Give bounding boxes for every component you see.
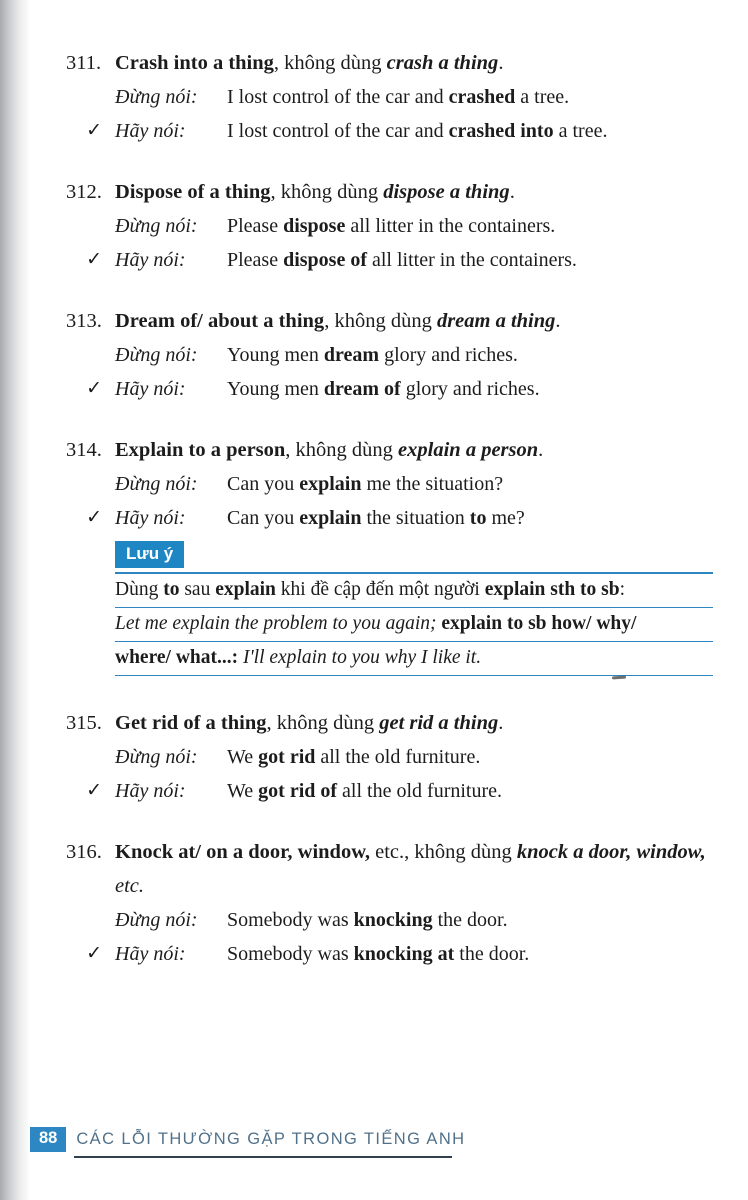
entry [66, 835, 715, 971]
entry-heading [115, 706, 715, 740]
text-segment: , không dùng [273, 52, 387, 74]
text-segment: Young men [227, 378, 324, 400]
text-segment: dream [323, 344, 380, 366]
text-segment: Dispose of a thing [115, 181, 271, 203]
say-prefix: Hãy nói: [115, 249, 186, 271]
check-icon: ✓ [86, 120, 102, 141]
entry-number: 315. [66, 712, 102, 734]
text-segment: dispose of [283, 249, 367, 271]
entry-heading-row [66, 835, 715, 903]
entry [66, 46, 715, 148]
say-line [66, 114, 715, 148]
text-segment: dispose [283, 215, 346, 237]
text-segment: a tree. [515, 86, 570, 108]
dont-say-line [66, 80, 715, 114]
text-segment: I'll explain to you why I like it. [243, 647, 482, 668]
text-segment: all litter in the containers. [367, 249, 577, 271]
example-text [227, 501, 715, 535]
example-text [227, 740, 715, 774]
check-icon: ✓ [86, 943, 102, 964]
say-prefix: Đừng nói: [115, 215, 198, 237]
text-segment: etc., không dùng [370, 841, 517, 863]
text-segment: the door. [432, 909, 508, 931]
note-text-line [115, 574, 713, 608]
text-segment: all litter in the containers. [345, 215, 556, 237]
text-segment: to [469, 507, 487, 529]
entries [66, 46, 715, 971]
say-prefix: Đừng nói: [115, 909, 198, 931]
dont-say-line [66, 467, 715, 501]
entry-heading-row [66, 304, 715, 338]
entry-heading [115, 46, 715, 80]
text-segment: etc. [115, 875, 145, 897]
dont-say-line [66, 903, 715, 937]
text-segment: , không dùng [324, 310, 437, 332]
entry-heading [115, 433, 715, 467]
entry [66, 706, 715, 808]
say-prefix: Hãy nói: [115, 780, 186, 802]
text-segment: Young men [227, 344, 324, 366]
dont-say-line [66, 338, 715, 372]
note-label: Lưu ý [115, 541, 184, 568]
say-line [66, 774, 715, 808]
text-segment: , không dùng [285, 439, 399, 461]
text-segment: sau [179, 579, 216, 600]
note-text-line [115, 642, 713, 676]
say-prefix: Hãy nói: [115, 120, 186, 142]
note-text-line [115, 608, 713, 642]
check-icon [66, 338, 115, 372]
text-segment: explain [299, 473, 362, 495]
entry [66, 304, 715, 406]
say-line [66, 937, 715, 971]
say-line [66, 243, 715, 277]
say-prefix: Hãy nói: [115, 943, 186, 965]
text-segment: got rid of [258, 780, 338, 802]
text-segment: . [538, 439, 544, 461]
text-segment: crash a thing [386, 52, 499, 74]
example-text [227, 903, 715, 937]
say-prefix: Hãy nói: [115, 507, 186, 529]
text-segment: knocking [353, 909, 433, 931]
check-icon: ✓ [86, 249, 102, 270]
text-segment: explain [299, 507, 362, 529]
check-icon: ✓ [86, 780, 102, 801]
text-segment: Can you [227, 507, 300, 529]
text-segment: knock a door, window, [516, 841, 706, 863]
text-segment: Can you [227, 473, 300, 495]
entry-number: 316. [66, 841, 102, 863]
text-segment: , không dùng [270, 181, 384, 203]
text-segment: glory and riches. [400, 378, 540, 400]
entry-heading-row [66, 175, 715, 209]
entry-heading [115, 304, 715, 338]
text-segment: Dùng [115, 579, 164, 600]
say-prefix: Hãy nói: [115, 378, 186, 400]
check-icon [66, 740, 115, 774]
text-segment: Somebody was [227, 909, 354, 931]
text-segment: . [509, 181, 515, 203]
example-text [227, 243, 715, 277]
say-prefix: Đừng nói: [115, 344, 198, 366]
text-segment: me the situation? [361, 473, 504, 495]
entry-number: 314. [66, 439, 102, 461]
text-segment: got rid [258, 746, 316, 768]
text-segment: Get rid of a thing [115, 712, 267, 734]
note-box [115, 541, 713, 676]
text-segment: a tree. [553, 120, 608, 142]
text-segment: Somebody was [227, 943, 354, 965]
text-segment: Please [227, 249, 284, 271]
text-segment: crashed [448, 86, 516, 108]
example-text [227, 937, 715, 971]
page-binding-shadow [0, 0, 30, 1200]
text-segment: : [619, 579, 626, 600]
page-content [66, 46, 715, 998]
page-footer [30, 1127, 466, 1158]
entry-heading-row [66, 46, 715, 80]
dont-say-line [66, 209, 715, 243]
check-icon: ✓ [86, 507, 102, 528]
text-segment: explain a person [398, 439, 539, 461]
text-segment: the door. [454, 943, 530, 965]
entry-number: 313. [66, 310, 102, 332]
text-segment: We [227, 780, 259, 802]
text-segment: explain sth to sb [484, 579, 620, 600]
check-icon [66, 467, 115, 501]
text-segment: crashed into [448, 120, 554, 142]
text-segment: me? [486, 507, 525, 529]
text-segment: Let me explain the problem to you again; [115, 613, 437, 634]
text-segment: Dream of/ about a thing [115, 310, 325, 332]
text-segment: I lost control of the car and [227, 120, 449, 142]
text-segment: glory and riches. [379, 344, 518, 366]
text-segment: Please [227, 215, 284, 237]
entry [66, 175, 715, 277]
say-line [66, 372, 715, 406]
text-segment: explain [215, 579, 276, 600]
text-segment: I lost control of the car and [227, 86, 449, 108]
text-segment: all the old furniture. [337, 780, 502, 802]
say-prefix: Đừng nói: [115, 86, 198, 108]
text-segment: where/ what...: [115, 647, 239, 668]
text-segment: . [555, 310, 561, 332]
text-segment: Explain to a person [115, 439, 286, 461]
text-segment: get rid a thing [379, 712, 499, 734]
text-segment: . [498, 52, 504, 74]
example-text [227, 80, 715, 114]
entry-number: 311. [66, 52, 102, 74]
entry-heading [115, 835, 715, 903]
text-segment: . [498, 712, 504, 734]
dont-say-line [66, 740, 715, 774]
entry-heading [115, 175, 715, 209]
check-icon [66, 903, 115, 937]
say-prefix: Đừng nói: [115, 746, 198, 768]
text-segment: dispose a thing [383, 181, 510, 203]
entry-heading-row [66, 433, 715, 467]
check-icon: ✓ [86, 378, 102, 399]
say-prefix: Đừng nói: [115, 473, 198, 495]
text-segment: Knock at/ on a door, window, [115, 841, 370, 863]
example-text [227, 467, 715, 501]
text-segment: all the old furniture. [315, 746, 481, 768]
note-header-rule [115, 541, 713, 574]
text-segment: explain to sb how/ why/ [441, 613, 637, 634]
example-text [227, 114, 715, 148]
example-text [227, 774, 715, 808]
page-number-badge: 88 [30, 1127, 66, 1152]
say-line [66, 501, 715, 535]
example-text [227, 209, 715, 243]
text-segment: Crash into a thing [115, 52, 274, 74]
text-segment: to [163, 579, 180, 600]
text-segment: knocking at [353, 943, 455, 965]
entry-heading-row [66, 706, 715, 740]
text-segment: the situation [361, 507, 470, 529]
example-text [227, 372, 715, 406]
entry-number: 312. [66, 181, 102, 203]
check-icon [66, 80, 115, 114]
text-segment: dream a thing [436, 310, 556, 332]
text-segment: , không dùng [266, 712, 380, 734]
check-icon [66, 209, 115, 243]
text-segment: dream of [323, 378, 401, 400]
text-segment: We [227, 746, 259, 768]
footer-book-title: CÁC LỖI THƯỜNG GẶP TRONG TIẾNG ANH [74, 1127, 452, 1158]
text-segment: khi đề cập đến một người [275, 579, 485, 600]
example-text [227, 338, 715, 372]
entry [66, 433, 715, 676]
